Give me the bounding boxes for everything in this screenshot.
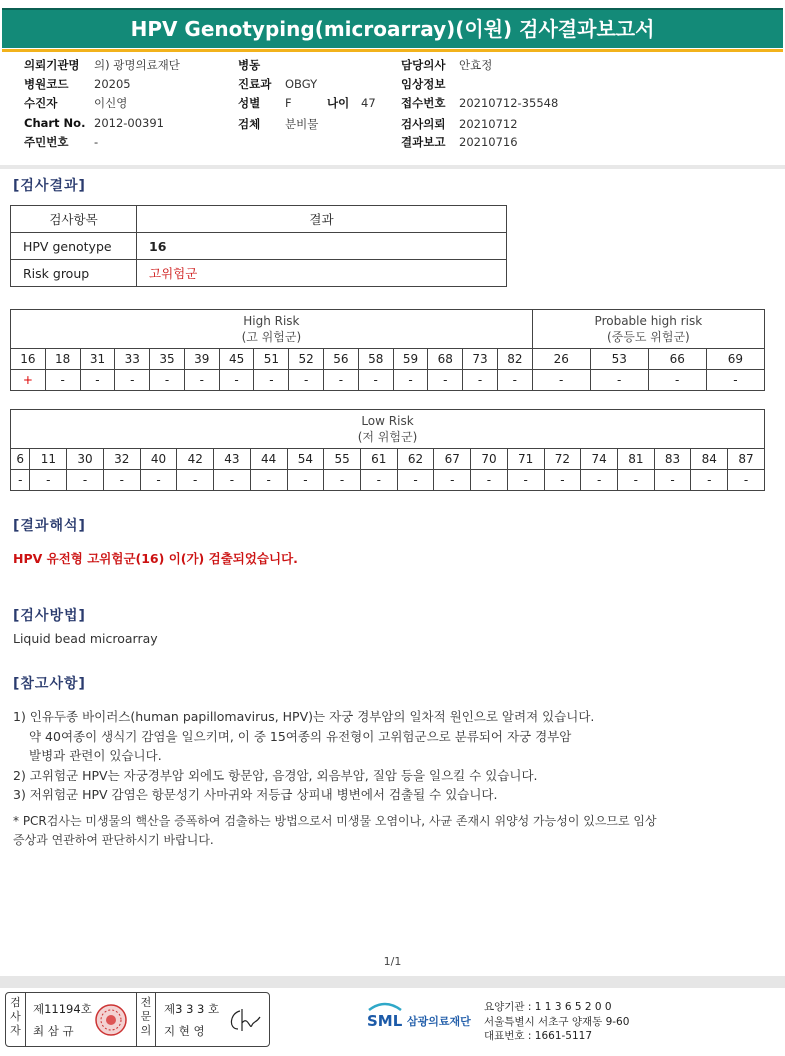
section-interpretation: [결과해석] [13,518,86,534]
info-field-label: 접수번호 [401,96,446,110]
genotype-cell: 81 [617,449,654,470]
genotype-cell: 51 [254,349,289,370]
genotype-result-cell: - [115,370,150,391]
genotype-cell: 58 [358,349,393,370]
low-risk-table [10,409,765,491]
info-field-label: 검사의뢰 [401,117,446,131]
genotype-cell: 44 [250,449,287,470]
genotype-cell: 55 [324,449,361,470]
section-result: [검사결과] [13,178,86,194]
genotype-result-cell: - [80,370,115,391]
svg-text:SML: SML [367,1012,403,1030]
info-age-value: 47 [361,96,376,110]
genotype-result-cell: - [184,370,219,391]
genotype-cell: 67 [434,449,471,470]
footnote-line: 증상과 연관하여 판단하시기 바랍니다. [13,833,214,847]
genotype-cell: 53 [590,349,648,370]
company-name: 삼광의료재단 [407,1015,471,1028]
info-field-value: 분비물 [285,117,319,131]
sml-logo-icon [365,998,405,1034]
header-result: 결과 [137,206,507,233]
genotype-cell: 56 [324,349,359,370]
genotype-result-cell: - [30,470,67,491]
genotype-result-cell: - [289,370,324,391]
note-line: 3) 저위험군 HPV 감염은 항문성기 사마귀와 저등급 상피내 병변에서 검출될 수 있습니다. [13,787,498,802]
genotype-cell: 70 [471,449,508,470]
method-text: Liquid bead microarray [13,631,158,646]
genotype-result-cell: - [397,470,434,491]
genotype-cell: 35 [150,349,185,370]
genotype-cell: 84 [691,449,728,470]
info-field-value: 안효정 [459,58,493,72]
genotype-cell: 52 [289,349,324,370]
genotype-cell: 39 [184,349,219,370]
info-field [238,116,318,132]
genotype-result-cell: - [140,470,177,491]
genotype-cell: 62 [397,449,434,470]
genotype-result-cell: - [654,470,691,491]
company-address-block [484,1000,629,1044]
genotype-cell: 42 [177,449,214,470]
info-field-label: 병원코드 [24,77,69,91]
genotype-result-cell: - [497,370,532,391]
genotype-cell: 73 [463,349,498,370]
genotype-result-cell: + [11,370,46,391]
genotype-cell: 68 [428,349,463,370]
genotype-result-cell: - [617,470,654,491]
genotype-result-cell: - [434,470,471,491]
note-line: 발병과 관련이 있습니다. [29,748,162,763]
row-genotype-value: 16 [137,233,507,260]
genotype-cell: 72 [544,449,581,470]
info-field [24,116,164,130]
genotype-result-cell: - [287,470,324,491]
genotype-result-cell: - [581,470,618,491]
genotype-result-cell: - [324,470,361,491]
info-age-label: 나이 [327,96,350,110]
genotype-cell: 74 [581,449,618,470]
info-field [401,134,518,150]
genotype-result-cell: - [360,470,397,491]
high-risk-table [10,309,765,391]
interpretation-text: HPV 유전형 고위험군(16) 이(가) 검출되었습니다. [13,551,298,566]
genotype-result-cell: - [706,370,764,391]
info-field [24,134,98,150]
genotype-cell: 87 [728,449,765,470]
genotype-result-cell: - [177,470,214,491]
genotype-cell: 66 [648,349,706,370]
info-field [401,116,518,132]
genotype-cell: 26 [532,349,590,370]
probable-risk-title: Probable high risk [594,314,703,328]
note-line: 약 40여종이 생식기 감염을 일으키며, 이 중 15여종의 유전형이 고위험군으로 분류되어 자궁 경부암 [29,728,572,744]
genotype-result-cell: - [214,470,251,491]
genotype-result-cell: - [393,370,428,391]
genotype-result-cell: - [103,470,140,491]
footer-bar [0,976,785,988]
header-item: 검사항목 [11,206,137,233]
genotype-cell: 31 [80,349,115,370]
info-field [401,57,492,73]
low-risk-title: Low Risk [361,414,414,428]
low-risk-header [11,410,765,449]
genotype-cell: 59 [393,349,428,370]
reviewer-license: 제3 3 3 호 [164,1002,220,1016]
genotype-result-cell: - [150,370,185,391]
info-field-label: Chart No. [24,116,86,130]
genotype-cell: 71 [507,449,544,470]
company-address: 서울특별시 서초구 양재동 9-60 [484,1015,630,1028]
genotype-cell: 61 [360,449,397,470]
info-field-label: 주민번호 [24,135,69,149]
divider [0,165,785,169]
genotype-result-cell: - [254,370,289,391]
info-field-value: 이신영 [94,96,128,110]
genotype-result-cell: - [590,370,648,391]
result-table [10,205,507,287]
low-risk-subtitle: (저 위험군) [357,430,418,444]
reviewer-label: 전 문 의 [136,993,156,1046]
info-field [238,57,285,73]
note-line: 1) 인유두종 바이러스(human papillomavirus, HPV)는 자궁 경부암의 일차적 원인으로 알려져 있습니다. [13,709,595,724]
info-field-value: F [285,96,292,110]
info-field-value: 20210712 [459,117,518,131]
genotype-result-cell: - [45,370,80,391]
probable-risk-header [532,310,764,349]
high-risk-subtitle: (고 위험군) [241,330,302,344]
genotype-result-cell: - [648,370,706,391]
genotype-result-cell: - [67,470,104,491]
row-genotype-label: HPV genotype [11,233,137,260]
genotype-cell: 30 [67,449,104,470]
row-risk-label: Risk group [11,260,137,287]
info-field [401,95,558,111]
genotype-cell: 18 [45,349,80,370]
info-age [327,95,376,111]
info-field-value: 20210716 [459,135,518,149]
info-field-label: 병동 [238,58,261,72]
care-org-number: 요양기관 : 1 1 3 6 5 2 0 0 [484,1001,612,1013]
info-field [238,76,317,92]
genotype-cell: 11 [30,449,67,470]
examiner-name: 최 삼 규 [33,1024,74,1038]
genotype-result-cell: - [324,370,359,391]
genotype-cell: 45 [219,349,254,370]
high-risk-header [11,310,533,349]
genotype-cell: 69 [706,349,764,370]
reviewer-name: 지 현 영 [164,1024,205,1038]
genotype-cell: 82 [497,349,532,370]
info-field-value: - [94,135,99,149]
genotype-result-cell: - [507,470,544,491]
section-notes: [참고사항] [13,676,86,692]
info-field [24,76,131,92]
info-field-label: 검체 [238,117,261,131]
footnote-line: * PCR검사는 미생물의 핵산을 증폭하여 검출하는 방법으로서 미생물 오염이나, 사균 존재시 위양성 가능성이 있으므로 임상 [13,814,657,828]
seal-stamp [94,1003,128,1037]
genotype-result-cell: - [544,470,581,491]
genotype-cell: 40 [140,449,177,470]
genotype-cell: 43 [214,449,251,470]
high-risk-title: High Risk [243,314,300,328]
company-phone: 대표번호 : 1661-5117 [484,1030,593,1042]
genotype-result-cell: - [463,370,498,391]
report-title: HPV Genotyping(microarray)(이원) 검사결과보고서 [2,8,783,48]
info-field [24,95,127,111]
info-field-value: 20205 [94,77,131,91]
genotype-result-cell: - [532,370,590,391]
info-field-label: 수진자 [24,96,58,110]
info-field-label: 의뢰기관명 [24,58,80,72]
genotype-result-cell: - [691,470,728,491]
signature-scribble [226,1005,262,1035]
genotype-result-cell: - [219,370,254,391]
info-field-value: 20210712-35548 [459,96,559,110]
page-number: 1/1 [383,955,402,968]
notes-list [13,707,594,805]
genotype-result-cell: - [11,470,30,491]
genotype-cell: 6 [11,449,30,470]
info-field-label: 진료과 [238,77,272,91]
note-line: 2) 고위험군 HPV는 자궁경부암 외에도 항문암, 음경암, 외음부암, 질암 등을 일으킬 수 있습니다. [13,767,538,783]
genotype-cell: 54 [287,449,324,470]
genotype-cell: 16 [11,349,46,370]
info-field-value: OBGY [285,77,318,91]
info-field [24,57,180,73]
footnote [13,812,657,850]
info-field-value: 2012-00391 [94,116,164,130]
probable-risk-subtitle: (중등도 위험군) [606,330,690,344]
genotype-result-cell: - [471,470,508,491]
info-field-value: 의) 광명의료재단 [94,58,180,72]
genotype-result-cell: - [358,370,393,391]
info-field-label: 성별 [238,96,261,110]
section-method: [검사방법] [13,608,86,624]
info-field [238,95,292,111]
examiner-license: 제11194호 [33,1002,92,1016]
info-field [401,76,459,92]
signature-box [5,992,270,1047]
genotype-result-cell: - [728,470,765,491]
info-field-label: 결과보고 [401,135,446,149]
genotype-cell: 32 [103,449,140,470]
info-field-label: 임상정보 [401,77,446,91]
examiner-label: 검 사 자 [6,993,26,1046]
genotype-result-cell: - [428,370,463,391]
genotype-result-cell: - [250,470,287,491]
genotype-cell: 33 [115,349,150,370]
row-risk-value: 고위험군 [137,260,507,287]
genotype-cell: 83 [654,449,691,470]
info-field-label: 담당의사 [401,58,446,72]
